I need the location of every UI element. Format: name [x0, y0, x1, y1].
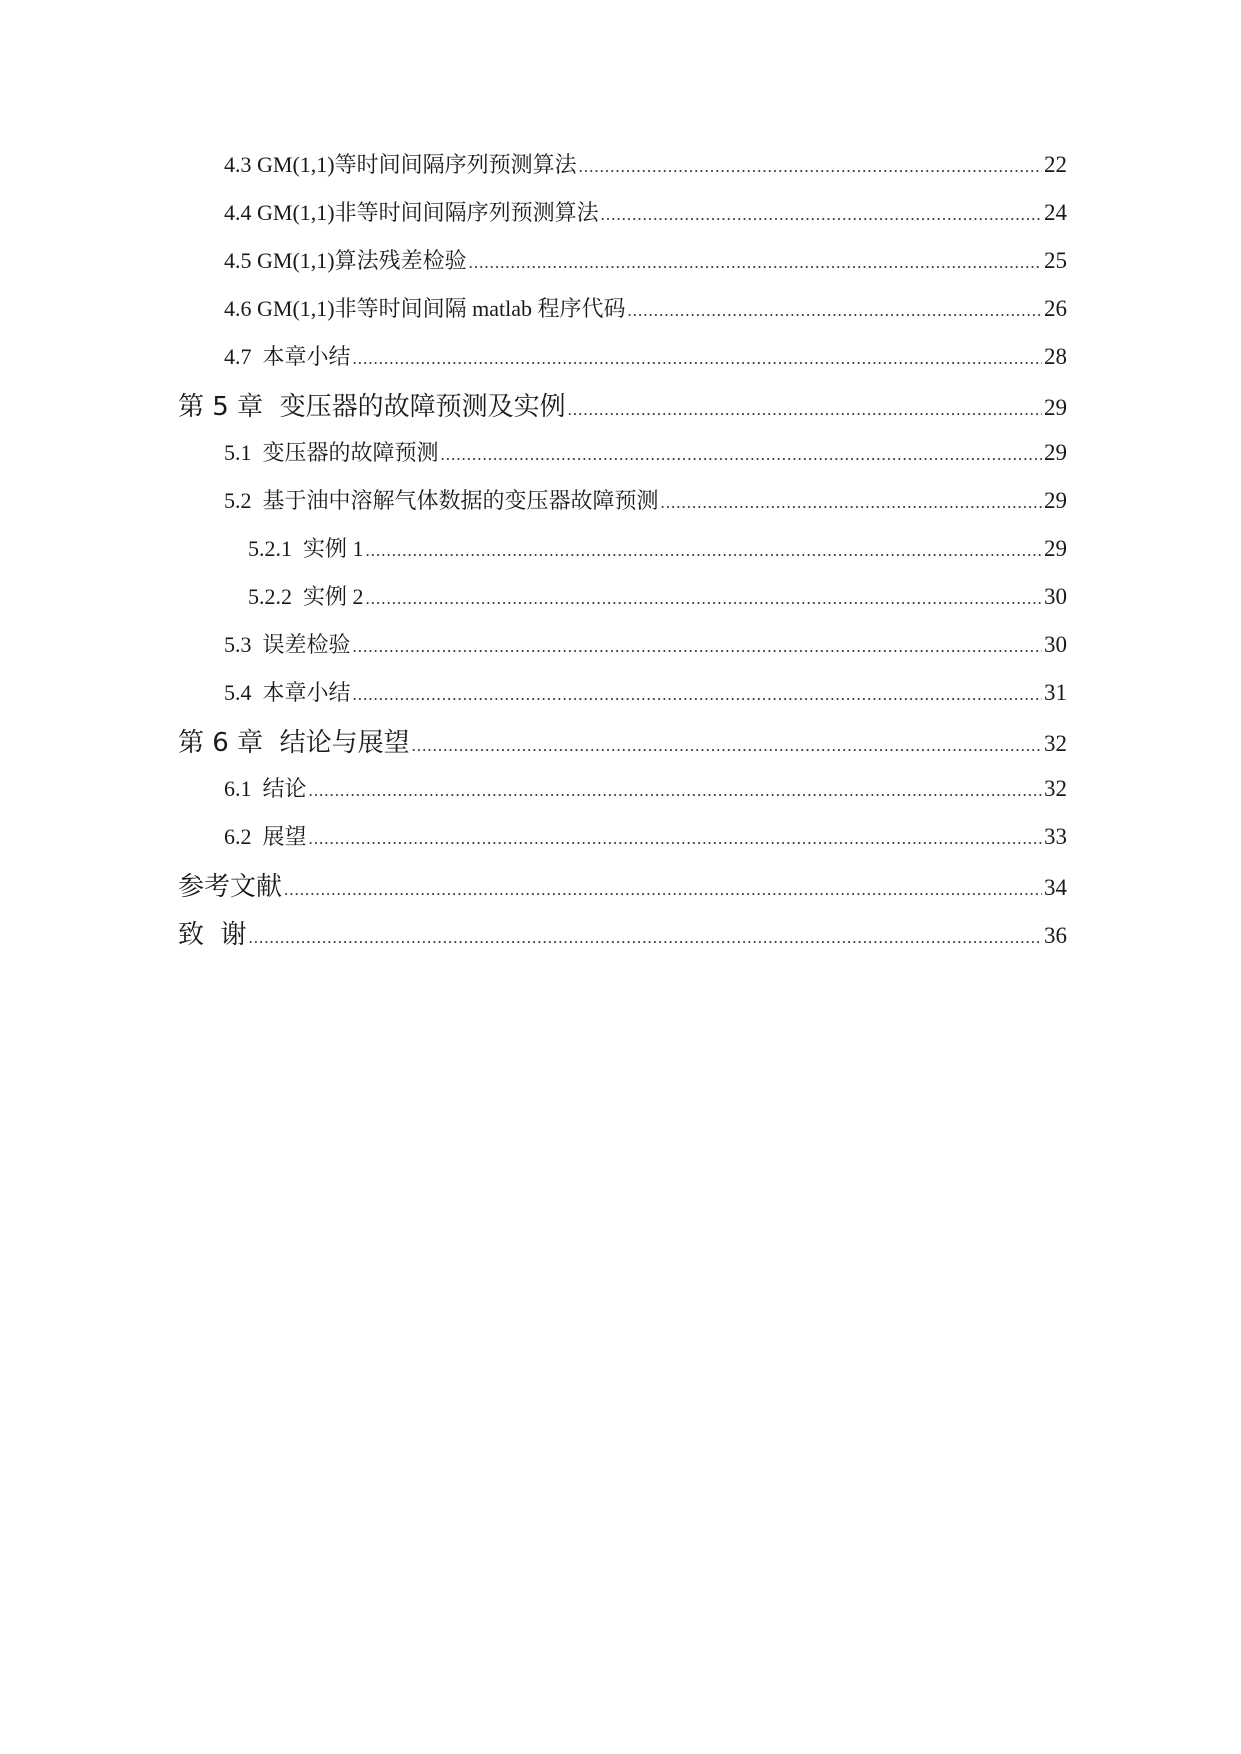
dot-leader [568, 400, 1042, 420]
toc-number: 6.1 [224, 776, 263, 801]
toc-title: GM(1,1)非等时间间隔 matlab 程序代码 [257, 296, 626, 321]
dot-leader [661, 493, 1042, 513]
dot-leader [309, 829, 1042, 849]
toc-entry-4-4[interactable] [224, 196, 1067, 227]
toc-title: GM(1,1)算法残差检验 [257, 248, 467, 273]
toc-entry-4-3[interactable] [224, 148, 1067, 179]
dot-leader [469, 253, 1042, 273]
toc-page-number: 31 [1044, 680, 1067, 705]
toc-entry-5-1[interactable] [224, 436, 1067, 467]
toc-number: 4.4 [224, 200, 257, 225]
toc-number: 5.2.2 [248, 584, 303, 609]
toc-title: 基于油中溶解气体数据的变压器故障预测 [262, 488, 659, 513]
toc-number: 4.3 [224, 152, 257, 177]
toc-title: 展望 [262, 824, 307, 849]
toc-entry-chapter-5[interactable] [178, 386, 1067, 423]
toc-page-number: 32 [1044, 776, 1067, 801]
dot-leader [249, 928, 1042, 948]
dot-leader [412, 736, 1042, 756]
toc-title: 误差检验 [262, 632, 351, 657]
toc-page-number: 25 [1044, 248, 1067, 273]
dot-leader [366, 589, 1042, 609]
dot-leader [366, 541, 1042, 561]
dot-leader [309, 781, 1042, 801]
toc-page-number: 29 [1044, 395, 1067, 420]
toc-number: 4.6 [224, 296, 257, 321]
toc-page-number: 26 [1044, 296, 1067, 321]
toc-number: 5.2 [224, 488, 263, 513]
toc-number: 4.5 [224, 248, 257, 273]
dot-leader [353, 685, 1042, 705]
toc-entry-5-2-1[interactable] [248, 532, 1067, 563]
toc-number: 5.1 [224, 440, 263, 465]
toc-entry-5-2-2[interactable] [248, 580, 1067, 611]
toc-entry-4-7[interactable] [224, 340, 1067, 371]
dot-leader [353, 637, 1042, 657]
dot-leader [601, 205, 1042, 225]
toc-title: 实例 2 [303, 584, 364, 609]
toc-page-number: 30 [1044, 632, 1067, 657]
toc-entry-5-4[interactable] [224, 676, 1067, 707]
toc-page-number: 32 [1044, 731, 1067, 756]
toc-title: 本章小结 [262, 680, 351, 705]
toc-title: GM(1,1)等时间间隔序列预测算法 [257, 152, 577, 177]
dot-leader [441, 445, 1042, 465]
dot-leader [353, 349, 1042, 369]
toc-entry-6-1[interactable] [224, 772, 1067, 803]
toc-chapter-title: 参考文献 [178, 872, 283, 902]
toc-number: 6.2 [224, 824, 263, 849]
toc-entry-references[interactable] [178, 866, 1067, 903]
toc-number: 5.3 [224, 632, 263, 657]
toc-page-number: 30 [1044, 584, 1067, 609]
toc-chapter-title: 结论与展望 [279, 728, 410, 758]
toc-page-number: 29 [1044, 536, 1067, 561]
toc-page-number: 33 [1044, 824, 1067, 849]
toc-chapter-title: 致 谢 [178, 920, 247, 950]
toc-chapter-number: 第 6 章 [178, 728, 280, 758]
toc-entry-4-5[interactable] [224, 244, 1067, 275]
toc-entry-4-6[interactable] [224, 292, 1067, 323]
toc-entry-5-3[interactable] [224, 628, 1067, 659]
toc-chapter-number: 第 5 章 [178, 392, 280, 422]
toc-entry-6-2[interactable] [224, 820, 1067, 851]
toc-chapter-title: 变压器的故障预测及实例 [279, 392, 566, 422]
toc-title: 本章小结 [262, 344, 351, 369]
toc-title: GM(1,1)非等时间间隔序列预测算法 [257, 200, 599, 225]
toc-page-number: 22 [1044, 152, 1067, 177]
toc-entry-5-2[interactable] [224, 484, 1067, 515]
toc-number: 5.2.1 [248, 536, 303, 561]
toc-title: 结论 [262, 776, 307, 801]
dot-leader [579, 157, 1042, 177]
toc-page-number: 28 [1044, 344, 1067, 369]
dot-leader [627, 301, 1042, 321]
dot-leader [284, 880, 1042, 900]
toc-title: 实例 1 [303, 536, 364, 561]
toc-page-number: 34 [1044, 875, 1067, 900]
toc-entry-acknowledgements[interactable] [178, 914, 1067, 951]
toc-page-number: 29 [1044, 488, 1067, 513]
toc-entry-chapter-6[interactable] [178, 722, 1067, 759]
toc-page-number: 24 [1044, 200, 1067, 225]
toc-number: 5.4 [224, 680, 263, 705]
toc-title: 变压器的故障预测 [262, 440, 439, 465]
toc-page-number: 29 [1044, 440, 1067, 465]
toc-page-number: 36 [1044, 923, 1067, 948]
toc-number: 4.7 [224, 344, 263, 369]
